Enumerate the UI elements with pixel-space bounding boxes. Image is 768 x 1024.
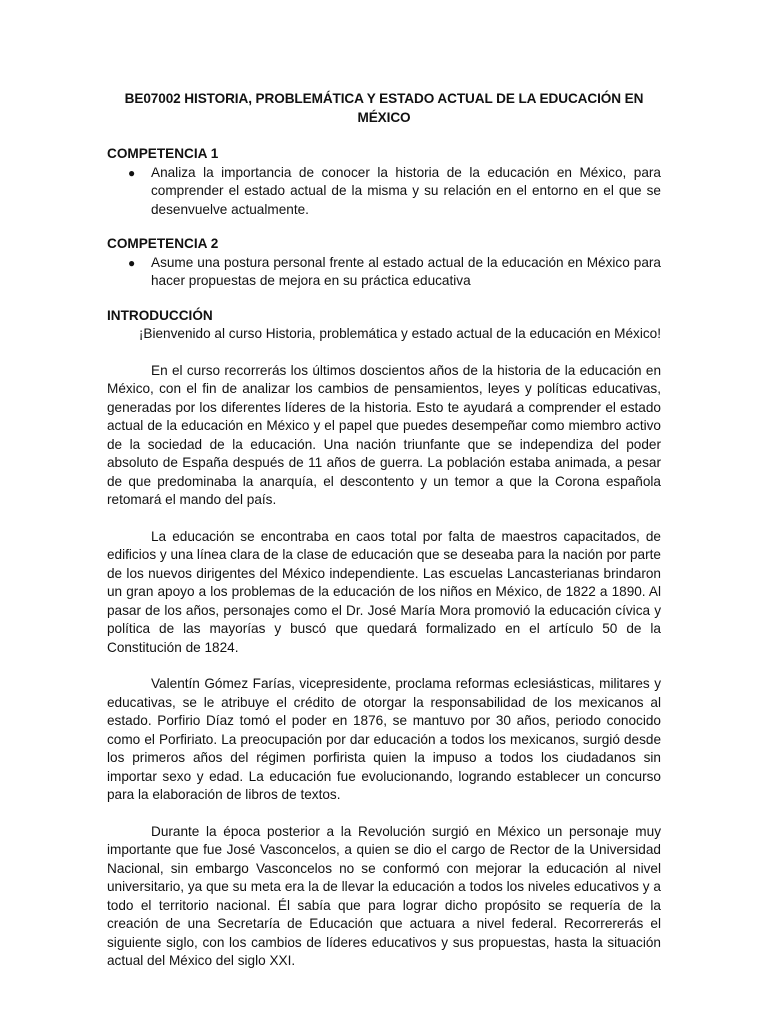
intro-paragraph-1: En el curso recorrerás los últimos doscientos años de la historia de la educación en México, con el fin de analizar los cambios de pensamientos, leyes y políticas educativas, generadas por los diferentes líderes de la historia. Esto te ayudará a comprender el estado actual de la educación en México y el papel que puedes desempeñar como miembro activo de la sociedad de la educación. Una nación triunfante que se independiza del poder absoluto de España después de 11 años de guerra. La población estaba animada, a pesar de que predominaba la anarquía, el descontento y un temor a que la Corona española retomará el mando del país. [107, 362, 661, 507]
competencia-2-heading: COMPETENCIA 2 [107, 236, 219, 251]
bullet-icon: ● [128, 255, 136, 270]
introduccion-section [107, 307, 661, 971]
intro-paragraph-4: Durante la época posterior a la Revolución surgió en México un personaje muy importante que fue José Vasconcelos, a quien se dio el cargo de Rector de la Universidad Nacional, sin embargo Vasconcelos no se conformó con mejorar la educación al nivel universitario, ya que su meta era la de llevar la educación a todos los niveles educativos y a todo el territorio nacional. Él sabía que para lograr dicho propósito se requería de la creación de una Secretaría de Educación que actuara a nivel federal. Recorrererás el siguiente siglo, con los cambios de líderes educativos y sus propuestas, hasta la situación actual del México del siglo XXI. [107, 823, 661, 968]
welcome-line: ¡Bienvenido al curso Historia, problemática y estado actual de la educación en México! [138, 326, 661, 341]
bullet-icon: ● [128, 165, 136, 180]
competencia-1-heading: COMPETENCIA 1 [107, 146, 219, 161]
list-item [128, 254, 661, 291]
intro-paragraph-2: La educación se encontraba en caos total por falta de maestros capacitados, de edificios y una línea clara de la clase de educación que se deseaba para la nación por parte de los nuevos dirigentes del México independiente. Las escuelas Lancasterianas brindaron un gran apoyo a los problemas de la educación de los niños en México, de 1822 a 1890. Al pasar de los años, personajes como el Dr. José María Mora promovió la educación cívica y política de las mayorías y buscó que quedará formalizado en el artículo 50 de la Constitución de 1824. [107, 528, 661, 655]
intro-paragraph-3: Valentín Gómez Farías, vicepresidente, proclama reformas eclesiásticas, militares y educativas, se le atribuye el crédito de otorgar la responsabilidad de los mexicanos al estado. Porfirio Díaz tomó el poder en 1876, se mantuvo por 30 años, periodo conocido como el Porfiriato. La preocupación por dar educación a todos los mexicanos, surgió desde los primeros años del régimen porfirista quien la impuso a todos los ciudadanos sin importar sexo y edad. La educación fue evolucionando, logrando establecer un concurso para la elaboración de libros de textos. [107, 676, 661, 802]
introduccion-heading: INTRODUCCIÓN [107, 307, 213, 323]
list-item [128, 164, 661, 220]
document-page [107, 90, 661, 989]
competencia-2-list [107, 254, 661, 291]
competencia-1-section [107, 145, 661, 219]
competencia-2-text: Asume una postura personal frente al estado actual de la educación en México para hacer propuestas de mejora en su práctica educativa [151, 254, 661, 288]
document-title: BE07002 HISTORIA, PROBLEMÁTICA Y ESTADO ACTUAL DE LA EDUCACIÓN EN MÉXICO [124, 91, 644, 125]
competencia-1-text: Analiza la importancia de conocer la historia de la educación en México, para comprender el estado actual de la misma y su relación en el entorno en el que se desenvuelve actualmente. [151, 164, 661, 217]
competencia-1-list [107, 164, 661, 220]
competencia-2-section [107, 235, 661, 291]
